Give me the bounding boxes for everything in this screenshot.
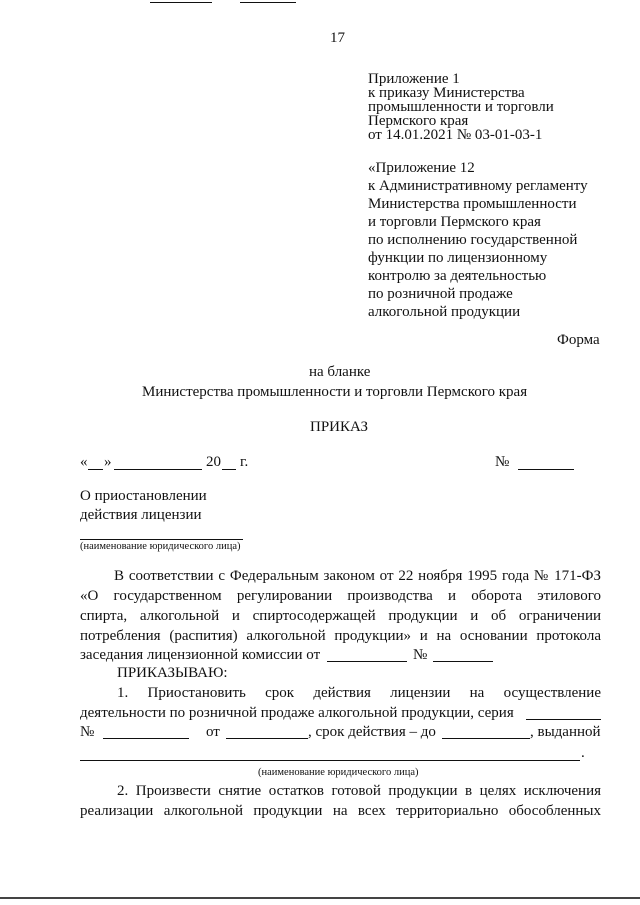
appendix-1-line: от 14.01.2021 № 03-01-03-1 bbox=[368, 127, 543, 143]
license-date-blank bbox=[226, 738, 308, 739]
month-blank bbox=[114, 469, 202, 470]
item1-dot: . bbox=[581, 745, 585, 761]
appendix-12-line: Министерства промышленности bbox=[368, 196, 577, 212]
para1-line-1: В соответствии с Федеральным законом от 22 ноября 1995 года № 171-ФЗ bbox=[114, 568, 601, 584]
item1-line-1: 1. Приостановить срок действия лицензии на осуществление bbox=[117, 685, 601, 701]
year-prefix: 20 bbox=[206, 454, 221, 470]
item1-issued: , выданной bbox=[530, 724, 601, 740]
item1-number-sign: № bbox=[80, 724, 95, 740]
top-rule-left bbox=[150, 2, 212, 3]
series-blank bbox=[526, 719, 601, 720]
item1-valid: , срок действия – до bbox=[308, 724, 436, 740]
page-number: 17 bbox=[330, 30, 345, 46]
appendix-12-line: по исполнению государственной bbox=[368, 232, 578, 248]
order-word: ПРИКАЗЫВАЮ: bbox=[117, 665, 228, 681]
appendix-12-line: контролю за деятельностью bbox=[368, 268, 547, 284]
protocol-number-sign: № bbox=[413, 647, 428, 663]
appendix-1-line: к приказу Министерства bbox=[368, 85, 525, 101]
para1-line-5: заседания лицензионной комиссии от bbox=[80, 647, 321, 663]
subject-line-2: действия лицензии bbox=[80, 507, 202, 523]
blank-line-1: на бланке bbox=[309, 364, 371, 380]
license-number-blank bbox=[103, 738, 189, 739]
entity-caption: (наименование юридического лица) bbox=[80, 541, 241, 552]
para1-line-2: «О государственном регулировании производства и оборота этилового bbox=[80, 588, 601, 604]
entity-blank bbox=[80, 539, 243, 540]
year-suffix: г. bbox=[240, 454, 249, 470]
blank-line-2: Министерства промышленности и торговли Пермского края bbox=[142, 384, 528, 400]
number-sign: № bbox=[495, 454, 510, 470]
subject-line-1: О приостановлении bbox=[80, 488, 207, 504]
issued-to-blank bbox=[80, 760, 580, 761]
order-title: ПРИКАЗ bbox=[310, 419, 368, 435]
date-close-quote: » bbox=[104, 454, 112, 470]
appendix-12-line: функции по лицензионному bbox=[368, 250, 548, 266]
item1-from: от bbox=[206, 724, 220, 740]
entity-caption-2: (наименование юридического лица) bbox=[258, 767, 419, 778]
item2-line-2: реализации алкогольной продукции на всех территориально обособленных bbox=[80, 803, 601, 819]
appendix-12-line: «Приложение 12 bbox=[368, 160, 475, 176]
protocol-date-blank bbox=[327, 661, 407, 662]
appendix-1-line: Пермского края bbox=[368, 113, 469, 129]
number-blank bbox=[518, 469, 574, 470]
appendix-12-line: и торговли Пермского края bbox=[368, 214, 541, 230]
appendix-12-line: алкогольной продукции bbox=[368, 304, 521, 320]
top-rule-right bbox=[240, 2, 296, 3]
day-blank bbox=[88, 469, 103, 470]
year-blank bbox=[222, 469, 236, 470]
appendix-1-line: промышленности и торговли bbox=[368, 99, 554, 115]
appendix-12-line: к Административному регламенту bbox=[368, 178, 588, 194]
protocol-number-blank bbox=[433, 661, 493, 662]
item2-line-1: 2. Произвести снятие остатков готовой продукции в целях исключения bbox=[117, 783, 601, 799]
form-label: Форма bbox=[557, 332, 600, 348]
para1-line-4: потребления (распития) алкогольной продукции» и на основании протокола bbox=[80, 628, 601, 644]
appendix-1-line: Приложение 1 bbox=[368, 71, 460, 87]
date-open-quote: « bbox=[80, 454, 88, 470]
para1-line-3: спирта, алкогольной и спиртосодержащей продукции и об ограничении bbox=[80, 608, 601, 624]
valid-until-blank bbox=[442, 738, 530, 739]
item1-line-2: деятельности по розничной продаже алкогольной продукции, серия bbox=[80, 705, 514, 721]
appendix-12-line: по розничной продаже bbox=[368, 286, 513, 302]
bottom-scan-edge bbox=[0, 897, 640, 899]
